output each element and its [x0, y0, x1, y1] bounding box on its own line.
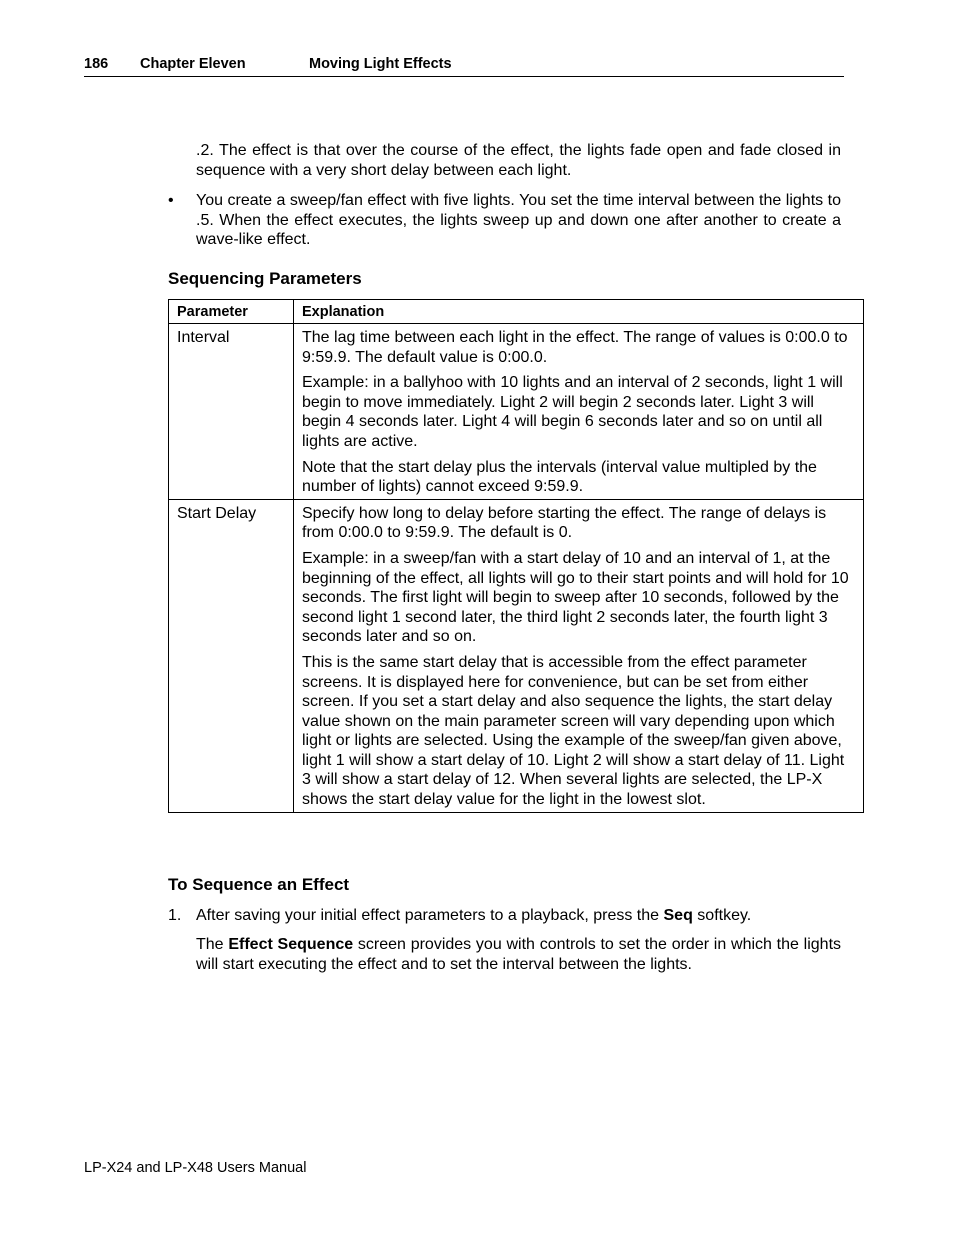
- sequencing-parameters-heading: Sequencing Parameters: [168, 269, 362, 288]
- sequencing-parameters-table: [168, 299, 864, 813]
- parameter-name: Start Delay: [169, 499, 294, 812]
- page-footer: LP-X24 and LP-X48 Users Manual: [84, 1160, 307, 1176]
- table-header-row: [169, 300, 864, 324]
- running-header: [84, 56, 844, 77]
- column-header-explanation: Explanation: [294, 300, 864, 324]
- explanation-paragraph: The lag time between each light in the effect. The range of values is 0:00.0 to 9:59.9. The default value is 0:00.0.: [302, 329, 848, 366]
- section-title: Moving Light Effects: [309, 56, 452, 72]
- explanation-paragraph: This is the same start delay that is accessible from the effect parameter screens. It is displayed here for convenience, but can be set from either screen. If you set a start delay and also sequence the lights, the start delay value shown on the main parameter screen will vary depending upon which light or lights are selected. Using the example of the sweep/fan given above, light 1 will show a start delay of 10. Light 2 will show a start delay of 11. Light 3 will show a start delay of 12. When several lights are selected, the LP-X shows the start delay value for the light in the lowest slot.: [302, 653, 845, 809]
- screen-name: Effect Sequence: [228, 936, 354, 953]
- step-1-note: The Effect Sequence screen provides you with controls to set the order in which the lights will start executing the effect and to set the interval between the lights.: [196, 936, 842, 973]
- continued-paragraph: .2. The effect is that over the course of the effect, the lights fade open and fade closed in sequence with a very short delay between each light.: [196, 142, 841, 179]
- bullet-paragraph: You create a sweep/fan effect with five lights. You set the time interval between the lights to .5. When the effect executes, the lights sweep up and down one after another to create a wave-like effect.: [196, 192, 841, 249]
- procedure-heading: To Sequence an Effect: [168, 875, 350, 894]
- column-header-parameter: Parameter: [169, 300, 294, 324]
- table-row: [169, 499, 864, 812]
- chapter-title: Chapter Eleven: [140, 56, 246, 72]
- step-1-text: After saving your initial effect parameters to a playback, press the Seq softkey.: [196, 907, 752, 924]
- page-number: 186: [84, 56, 109, 72]
- parameter-explanation: [294, 324, 864, 500]
- explanation-paragraph: Example: in a sweep/fan with a start delay of 10 and an interval of 1, at the beginning of the effect, all lights will go to their start points and will hold for 10 seconds. The first light will begin to sweep after 10 seconds, followed by the second light 1 second later, the third light 2 seconds later, the fourth light 3 seconds later and so on.: [302, 549, 849, 646]
- explanation-paragraph: Example: in a ballyhoo with 10 lights and an interval of 2 seconds, light 1 will begin to move immediately. Light 2 will begin 2 seconds later. Light 3 will begin 4 seconds later. Light 4 will begin 6 seconds later and so on until all lights are active.: [302, 374, 843, 450]
- step-number: 1.: [168, 907, 182, 924]
- parameter-explanation: [294, 499, 864, 812]
- softkey-name: Seq: [663, 907, 693, 924]
- bullet-icon: •: [168, 192, 174, 209]
- explanation-paragraph: Specify how long to delay before starting the effect. The range of delays is from 0:00.0 to 9:59.9. The default is 0.: [302, 504, 827, 542]
- parameter-name: Interval: [169, 324, 294, 500]
- explanation-paragraph: Note that the start delay plus the intervals (interval value multipled by the number of lights) cannot exceed 9:59.9.: [302, 458, 817, 496]
- table-row: [169, 324, 864, 500]
